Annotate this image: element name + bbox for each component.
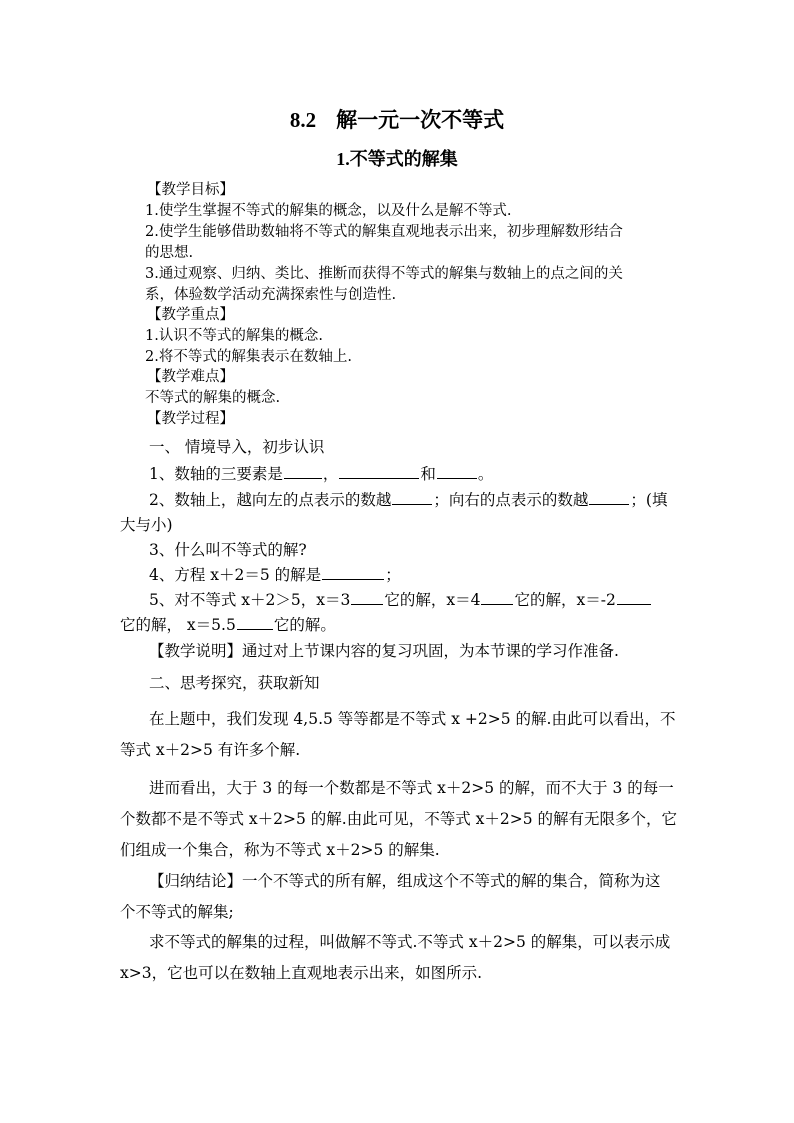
difficulty-heading: 【教学难点】 <box>147 369 234 385</box>
difficulty-text: 不等式的解集的概念. <box>145 390 281 406</box>
fill-blank <box>322 564 384 580</box>
conclusion-text: 一个不等式的所有解，组成这个不等式的解的集合，简称为这 <box>242 872 661 890</box>
fill-blank <box>589 489 629 505</box>
question-1-sep: ， <box>322 465 339 483</box>
paragraph-3-line-1: 求不等式的解集的过程，叫做解不等式.不等式 x＋2>5 的解集，可以表示成 <box>149 933 671 951</box>
question-1-and: 和 <box>420 465 436 483</box>
fill-blank <box>392 489 432 505</box>
goals-heading: 【教学目标】 <box>147 182 234 198</box>
fill-blank <box>617 589 651 605</box>
question-1-end: 。 <box>477 465 494 483</box>
fill-blank <box>481 589 513 605</box>
key-point-2: 2.将不等式的解集表示在数轴上. <box>145 349 352 365</box>
conclusion <box>149 870 661 892</box>
question-1-text: 1、数轴的三要素是 <box>149 465 283 483</box>
conclusion-line-2: 个不等式的解集; <box>120 903 234 921</box>
question-2-mid: ；向右的点表示的数越 <box>433 491 589 509</box>
teaching-note-text: 通过对上节课内容的复习巩固，为本节课的学习作准备. <box>242 642 619 660</box>
lesson-subtitle <box>0 145 794 171</box>
question-2-line-2: 大与小) <box>120 516 173 534</box>
goal-item-3-line-1: 3.通过观察、归纳、类比、推断而获得不等式的解集与数轴上的点之间的关 <box>145 266 623 282</box>
question-5-part-2: 它的解，x＝4 <box>384 591 481 609</box>
question-2 <box>149 489 667 511</box>
question-2-fill-hint: ；(填 <box>630 491 668 509</box>
fill-blank <box>351 589 383 605</box>
question-5-text: 5、对不等式 x＋2＞5，x＝3 <box>149 591 351 609</box>
part1-heading: 一、 情境导入，初步认识 <box>149 438 325 456</box>
question-5-part-4: 它的解， x＝5.5 <box>120 616 236 634</box>
question-4-end: ； <box>385 566 401 584</box>
question-5-part-3: 它的解，x＝-2 <box>514 591 616 609</box>
key-points-heading: 【教学重点】 <box>147 307 234 323</box>
fill-blank <box>339 463 419 479</box>
question-5-end: 它的解。 <box>273 616 336 634</box>
conclusion-heading: 【归纳结论】 <box>149 872 243 890</box>
key-point-1: 1.认识不等式的解集的概念. <box>145 328 323 344</box>
question-5 <box>149 589 652 611</box>
teaching-note <box>149 640 619 662</box>
question-3: 3、什么叫不等式的解? <box>149 541 307 559</box>
paragraph-2-line-1: 进而看出，大于 3 的每一个数都是不等式 x＋2>5 的解，而不大于 3 的每一 <box>149 779 674 797</box>
paragraph-2-line-3: 们组成一个集合，称为不等式 x＋2>5 的解集. <box>120 841 440 859</box>
question-5-line-2 <box>120 614 336 636</box>
fill-blank <box>437 463 477 479</box>
goal-item-2-line-2: 的思想. <box>145 245 194 261</box>
paragraph-1-line-2: 等式 x＋2>5 有许多个解. <box>120 741 301 759</box>
paragraph-3-line-2: x>3，它也可以在数轴上直观地表示出来，如图所示. <box>120 964 483 982</box>
question-4 <box>149 564 401 586</box>
question-4-text: 4、方程 x＋2＝5 的解是 <box>149 566 322 584</box>
fill-blank <box>284 463 322 479</box>
teaching-note-heading: 【教学说明】 <box>149 642 243 660</box>
goal-item-2-line-1: 2.使学生能够借助数轴将不等式的解集直观地表示出来，初步理解数形结合 <box>145 224 623 240</box>
question-1 <box>149 463 493 485</box>
part2-heading: 二、思考探究，获取新知 <box>149 674 320 692</box>
subtitle-number: 1. <box>336 149 350 169</box>
paragraph-2-line-2: 个数都不是不等式 x＋2>5 的解.由此可见，不等式 x＋2>5 的解有无限多个，它 <box>120 810 678 828</box>
goal-item-1: 1.使学生掌握不等式的解集的概念，以及什么是解不等式. <box>145 203 512 219</box>
subtitle-text: 不等式的解集 <box>349 149 458 170</box>
chapter-title-text: 解一元一次不等式 <box>336 107 505 132</box>
question-2-text: 2、数轴上，越向左的点表示的数越 <box>149 491 392 509</box>
section-number: 8.2 <box>289 108 317 132</box>
paragraph-1-line-1: 在上题中，我们发现 4,5.5 等等都是不等式 x +2>5 的解.由此可以看出，不 <box>149 710 676 728</box>
goal-item-3-line-2: 系，体验数学活动充满探索性与创造性. <box>145 287 397 303</box>
chapter-title <box>0 104 794 134</box>
fill-blank <box>237 614 273 630</box>
process-heading: 【教学过程】 <box>147 411 234 427</box>
